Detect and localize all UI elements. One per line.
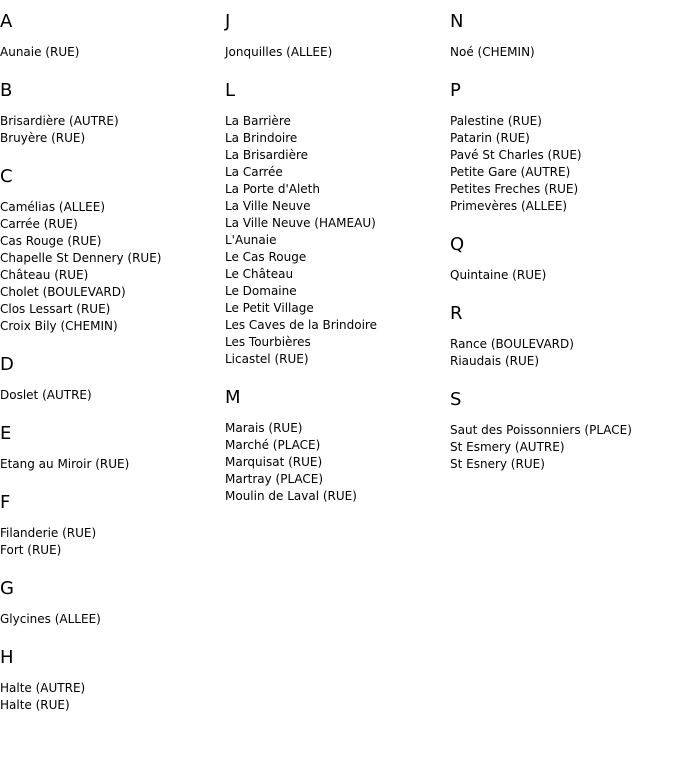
street-name: Fort (RUE) <box>0 543 62 557</box>
letter-group-n <box>450 10 670 61</box>
street-list <box>225 44 445 61</box>
street-name: Brisardière (AUTRE) <box>0 114 119 128</box>
street-name: Marais (RUE) <box>225 421 303 435</box>
street-name: Saut des Poissonniers (PLACE) <box>450 423 632 437</box>
street-name: St Esmery (AUTRE) <box>450 440 565 454</box>
letter-group-h <box>0 646 220 714</box>
street-name: Le Cas Rouge <box>225 250 307 264</box>
street-name: La Ville Neuve (HAMEAU) <box>225 216 376 230</box>
letter-heading: L <box>225 80 236 101</box>
letter-heading: Q <box>450 234 465 255</box>
street-index-column-2 <box>225 10 445 523</box>
street-name: Les Tourbières <box>225 335 311 349</box>
letter-heading: C <box>0 166 13 187</box>
street-name: Palestine (RUE) <box>450 114 542 128</box>
street-name: Château (RUE) <box>0 268 89 282</box>
street-name: La Brisardière <box>225 148 309 162</box>
street-name: La Brindoire <box>225 131 298 145</box>
street-name: Etang au Miroir (RUE) <box>0 457 130 471</box>
street-name: Aunaie (RUE) <box>0 45 80 59</box>
street-name: Bruyère (RUE) <box>0 131 86 145</box>
letter-group-m <box>225 386 445 505</box>
street-name: Les Caves de la Brindoire <box>225 318 377 332</box>
street-name: Petite Gare (AUTRE) <box>450 165 571 179</box>
street-name: Croix Bily (CHEMIN) <box>0 319 118 333</box>
street-name: Clos Lessart (RUE) <box>0 302 111 316</box>
street-name: Le Château <box>225 267 294 281</box>
letter-group-s <box>450 388 670 473</box>
street-list <box>0 680 220 714</box>
letter-group-j <box>225 10 445 61</box>
street-name: Doslet (AUTRE) <box>0 388 92 402</box>
street-name: La Porte d'Aleth <box>225 182 320 196</box>
street-name: Le Domaine <box>225 284 297 298</box>
street-name: Moulin de Laval (RUE) <box>225 489 357 503</box>
street-list <box>0 456 220 473</box>
letter-group-f <box>0 491 220 559</box>
letter-heading: R <box>450 303 463 324</box>
street-list <box>0 611 220 628</box>
letter-group-r <box>450 302 670 370</box>
street-name: Carrée (RUE) <box>0 217 78 231</box>
street-name: Cholet (BOULEVARD) <box>0 285 126 299</box>
street-name: Glycines (ALLEE) <box>0 612 101 626</box>
street-list <box>450 422 670 473</box>
letter-heading: F <box>0 492 11 513</box>
street-index-column-1 <box>0 10 220 732</box>
street-list <box>225 420 445 505</box>
street-list <box>0 387 220 404</box>
letter-group-e <box>0 422 220 473</box>
street-list <box>450 44 670 61</box>
letter-group-q <box>450 233 670 284</box>
street-name: Marquisat (RUE) <box>225 455 323 469</box>
street-name: Marché (PLACE) <box>225 438 321 452</box>
street-name: Patarin (RUE) <box>450 131 530 145</box>
street-list <box>0 525 220 559</box>
letter-group-g <box>0 577 220 628</box>
street-name: Pavé St Charles (RUE) <box>450 148 582 162</box>
letter-heading: D <box>0 354 14 375</box>
letter-heading: A <box>0 11 13 32</box>
letter-heading: G <box>0 578 14 599</box>
street-list <box>0 44 220 61</box>
street-name: Noé (CHEMIN) <box>450 45 535 59</box>
letter-heading: E <box>0 423 12 444</box>
street-name: Primevères (ALLEE) <box>450 199 568 213</box>
letter-heading: M <box>225 387 241 408</box>
street-list <box>450 113 670 215</box>
street-list <box>225 113 445 368</box>
letter-heading: H <box>0 647 14 668</box>
letter-heading: B <box>0 80 13 101</box>
letter-heading: P <box>450 80 461 101</box>
street-index-column-3 <box>450 10 670 491</box>
street-name: Quintaine (RUE) <box>450 268 547 282</box>
letter-group-a <box>0 10 220 61</box>
street-name: Le Petit Village <box>225 301 314 315</box>
letter-group-l <box>225 79 445 368</box>
letter-group-p <box>450 79 670 215</box>
letter-heading: N <box>450 11 464 32</box>
street-name: La Barrière <box>225 114 291 128</box>
letter-group-d <box>0 353 220 404</box>
street-name: La Carrée <box>225 165 283 179</box>
letter-heading: J <box>225 11 231 32</box>
street-name: Filanderie (RUE) <box>0 526 97 540</box>
street-list <box>450 267 670 284</box>
letter-heading: S <box>450 389 462 410</box>
letter-group-b <box>0 79 220 147</box>
street-name: St Esnery (RUE) <box>450 457 545 471</box>
street-name: Camélias (ALLEE) <box>0 200 105 214</box>
street-name: Martray (PLACE) <box>225 472 324 486</box>
street-list <box>450 336 670 370</box>
street-name: Rance (BOULEVARD) <box>450 337 574 351</box>
street-name: Petites Freches (RUE) <box>450 182 579 196</box>
street-name: Jonquilles (ALLEE) <box>225 45 333 59</box>
street-name: Chapelle St Dennery (RUE) <box>0 251 162 265</box>
street-name: Cas Rouge (RUE) <box>0 234 102 248</box>
letter-group-c <box>0 165 220 335</box>
street-name: La Ville Neuve <box>225 199 311 213</box>
street-name: Halte (AUTRE) <box>0 681 86 695</box>
street-name: Riaudais (RUE) <box>450 354 540 368</box>
street-name: Halte (RUE) <box>0 698 70 712</box>
street-name: Licastel (RUE) <box>225 352 309 366</box>
street-list <box>0 113 220 147</box>
street-list <box>0 199 220 335</box>
street-name: L'Aunaie <box>225 233 277 247</box>
